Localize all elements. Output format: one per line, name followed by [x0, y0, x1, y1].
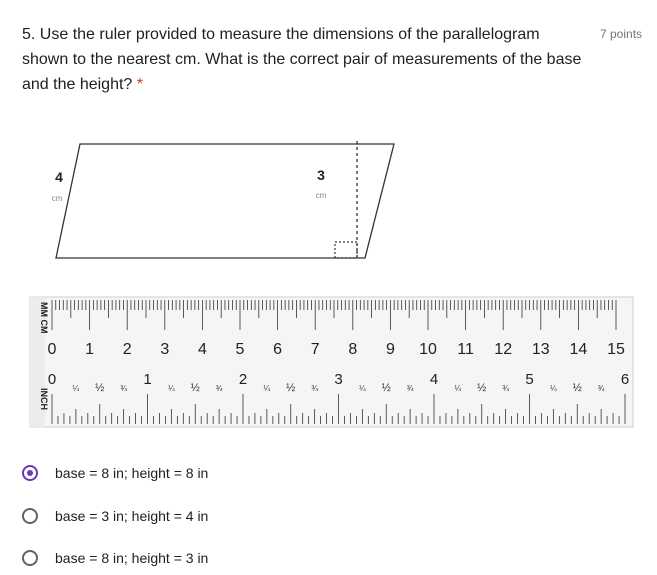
ruler-inch-number: 3 — [334, 371, 343, 388]
ruler-cm-number: 0 — [47, 341, 57, 358]
ruler-inch-number: 1 — [143, 371, 152, 388]
ruler-inch-fraction: ¼ — [72, 384, 80, 393]
ruler-inch-fraction: ¾ — [597, 384, 605, 393]
ruler-cm-number: 1 — [85, 341, 95, 358]
required-mark: * — [136, 76, 144, 93]
ruler-inch-fraction: ½ — [572, 382, 582, 394]
ruler-inch-fraction: ¾ — [120, 384, 127, 393]
option-3-radio[interactable] — [22, 550, 38, 566]
ruler-inch-fraction: ¼ — [454, 384, 462, 393]
ruler-inch-fraction: ¼ — [263, 384, 271, 393]
option-2-label: base = 3 in; height = 4 in — [55, 508, 209, 524]
ruler-inch-fraction: ½ — [381, 382, 391, 394]
ruler-cm-number: 7 — [310, 341, 320, 358]
option-2-radio[interactable] — [22, 508, 38, 524]
option-1-radio[interactable] — [22, 465, 38, 481]
ruler-cm-number: 8 — [348, 341, 358, 358]
side-length-value: 4 — [55, 169, 63, 185]
ruler-inch-number: 4 — [429, 371, 439, 388]
option-1[interactable] — [22, 461, 322, 485]
right-angle-marker — [335, 242, 357, 258]
ruler-cm-number: 10 — [419, 341, 437, 358]
option-2[interactable] — [22, 504, 322, 528]
ruler-inch-number: 0 — [47, 371, 57, 388]
ruler-cm-number: 14 — [569, 341, 588, 358]
ruler-cm-number: 11 — [457, 341, 474, 358]
ruler-cm-number: 13 — [531, 341, 550, 358]
side-length-unit: cm — [51, 194, 63, 203]
ruler-inch-fraction: ½ — [286, 382, 296, 394]
ruler-cm-number: 5 — [235, 341, 245, 358]
ruler-inch-number: 6 — [620, 371, 630, 388]
ruler-cm-label: MM CM — [39, 302, 49, 334]
ruler-inch-fraction: ¾ — [406, 384, 414, 393]
ruler-inch-fraction: ¼ — [359, 384, 366, 393]
ruler-inch-number: 2 — [238, 371, 248, 388]
height-unit: cm — [315, 191, 327, 200]
ruler-inch-fraction: ¼ — [550, 384, 557, 393]
ruler-cm-number: 6 — [273, 341, 283, 358]
ruler-cm-number: 15 — [607, 341, 625, 358]
ruler-cm-number: 2 — [122, 341, 132, 358]
ruler-inch-fraction: ¾ — [311, 384, 318, 393]
option-3[interactable] — [22, 546, 322, 570]
ruler-inch-label: INCH — [39, 388, 49, 410]
ruler-inch-fraction: ¾ — [215, 384, 223, 393]
ruler-inch-fraction: ½ — [190, 382, 200, 394]
option-3-label: base = 8 in; height = 3 in — [55, 550, 209, 566]
ruler-inch-fraction: ½ — [477, 382, 487, 394]
ruler-inch-fraction: ¾ — [502, 384, 509, 393]
ruler-inch-fraction: ½ — [95, 382, 105, 394]
height-value: 3 — [317, 167, 325, 183]
ruler-cm-number: 9 — [385, 341, 395, 358]
question-body: 5. Use the ruler provided to measure the dimensions of the parallelogram shown to the nearest cm. What is the correct pair of measurements of the base and the height? — [22, 26, 582, 93]
points-label: 7 points — [600, 27, 643, 41]
ruler — [30, 297, 633, 427]
ruler-inch-fraction: ¼ — [168, 384, 175, 393]
parallelogram-shape — [56, 144, 394, 258]
ruler-body — [30, 297, 633, 427]
ruler-cm-number: 12 — [494, 341, 513, 358]
ruler-cm-number: 4 — [197, 341, 207, 358]
ruler-inch-number: 5 — [525, 371, 534, 388]
option-1-label: base = 8 in; height = 8 in — [55, 465, 209, 481]
ruler-cm-number: 3 — [160, 341, 170, 358]
